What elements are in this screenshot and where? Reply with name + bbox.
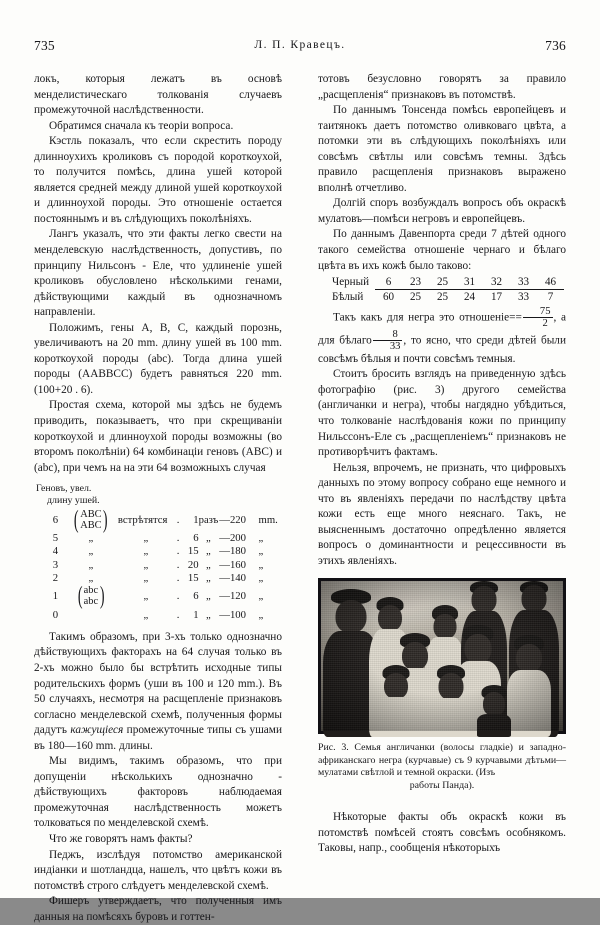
figure-caption-main: Рис. 3. Семья англичанки (волосы гладкіе) и западно-африканскаго негра (курчавые) съ 9 курчавыми дѣтьми—мулатами свѣтлой и темной окраски. (Изъ	[318, 742, 566, 779]
white-value: 60	[382, 291, 395, 304]
ratio-sentence-part2: , а для бѣлаго	[318, 311, 566, 347]
paragraph-text-before-italic: Такимъ образомъ, при 3-хъ только однозначно дѣйствующихъ факторахъ на 64 случая только въ 2-хъ можно было бы встрѣтить исходные типы родительскихъ формъ (уши въ 100 и 120 mm.). Въ 50 случаяхъ, несмотря на расщепленіе признаковъ согласно менделевской схемѣ, полученныя формы дадутъ	[34, 630, 282, 737]
occurrence-count: 6	[193, 590, 199, 603]
leader-dot: .	[176, 545, 180, 558]
ear-length: —120	[219, 590, 246, 603]
count-ditto: „	[206, 590, 211, 603]
leader-dot: .	[176, 558, 180, 571]
gene-table-rows	[34, 506, 282, 622]
ear-length: —200	[219, 532, 246, 545]
count-ditto: „	[206, 571, 211, 584]
paren-left-glyph: (	[77, 582, 83, 610]
genotype-upper: abc	[83, 585, 99, 597]
paren-right-glyph: )	[103, 506, 108, 534]
paragraph: По даннымъ Тонсенда помѣсь европейцевъ и таитянокъ даетъ потомство оливковаго цвѣта, а потомки эти въ слѣдующихъ поколѣніяхъ или совсѣмъ свѣтлы или совсѣмъ темны. Здѣсь правило расщепленія признаковъ выражено вполнѣ отчетливо.	[318, 104, 566, 194]
paragraph: Педжъ, изслѣдуя потомство американской индіанки и шотландца, нашелъ, что цвѣтъ кожи въ потомствѣ строго слѣдуетъ менделевской схемѣ.	[34, 848, 282, 892]
paragraph-text-after-italic: промежуточные типы съ ушами въ 180—160 mm. длины.	[34, 724, 283, 752]
verb-ditto: „	[143, 590, 149, 603]
emphasis-word: кажущіеся	[70, 724, 124, 737]
unit-ditto: „	[258, 558, 264, 571]
unit-ditto: „	[258, 571, 264, 584]
count-word: разъ	[198, 513, 219, 526]
fraction-negro	[523, 306, 553, 329]
fraction-numerator: 75	[539, 305, 551, 317]
occurrence-count: 1	[193, 608, 199, 621]
ratio-sentence-part1: Такъ какъ для негра это отношеніе=	[333, 311, 516, 324]
ear-length: —160	[219, 558, 246, 571]
gene-count: 6	[52, 513, 59, 526]
genotype-ditto: „	[88, 558, 94, 571]
verb-ditto: „	[143, 545, 149, 558]
paren-left-glyph: (	[74, 506, 79, 534]
photo-vignette	[321, 581, 563, 731]
occurrence-count: 6	[193, 532, 199, 545]
table-row	[34, 585, 282, 609]
figure-3	[318, 578, 566, 792]
leader-dot: .	[176, 532, 180, 545]
black-value: 6	[375, 275, 402, 290]
ratio-sentence-part3: , то ясно, что среди дѣтей были совсѣмъ бѣлыя и почти совсѣмъ темныя.	[318, 334, 566, 365]
unit-ditto: „	[258, 590, 264, 603]
running-head-author: Л. П. Кравецъ.	[254, 39, 346, 51]
fraction-denominator: 33	[373, 340, 403, 352]
paragraph: По даннымъ Давенпорта среди 7 дѣтей одного такого семейства отношеніе чернаго и бѣлаго цвѣта въ ихъ кожѣ было таково:	[318, 228, 566, 272]
genotype-ditto: „	[88, 571, 94, 584]
bottom-paragraph-block	[318, 810, 566, 857]
gene-table-header-line1: Геновъ, увел.	[36, 483, 92, 495]
white-value: 24	[463, 291, 476, 304]
right-text-column	[318, 72, 566, 569]
paragraph: Стоитъ бросить взглядъ на приведенную здѣсь фотографію (рис. 3) другого семейства (англичанки и негра), чтобы нагдядно убѣдиться, что толкованіе наслѣдованія кожи по принципу Нильссонъ-Еле съ „расщепленіемъ“ признаковъ не противорѣчитъ фактамъ.	[318, 368, 566, 459]
paragraph: локъ, которыя лежатъ въ основѣ менделистическаго толкованія случаевъ промежуточной наслѣдственности.	[34, 73, 282, 117]
occurrence-count: 20	[187, 558, 199, 571]
row-label-black: Черный	[332, 276, 370, 289]
genotype-lower: ABC	[80, 520, 102, 532]
paragraph-with-fractions	[318, 306, 566, 368]
ear-length: —180	[219, 545, 246, 558]
paragraph: Кэстль показалъ, что если скрестить породу длинноухихъ кроликовъ съ породой короткоухой, то получится помѣсь, длина ушей которой является средней между длиной ушей короткоухой и длинноухой породы. Это отношеніе остается постояннымъ и въ слѣдующихъ поколѣніяхъ.	[34, 135, 282, 225]
verb-ditto: „	[143, 558, 149, 571]
unit-ditto: „	[258, 545, 264, 558]
folio-right: 736	[545, 38, 566, 53]
table-row	[34, 572, 282, 585]
table-row	[34, 532, 282, 545]
white-value: 25	[436, 291, 449, 304]
unit-ditto: „	[258, 608, 264, 621]
verb-ditto: „	[143, 571, 149, 584]
paragraph: Нѣкоторые факты объ окраскѣ кожи въ потомствѣ помѣсей стоятъ совсѣмъ особнякомъ. Таковы, напр., сообщенія нѣкоторыхъ	[318, 811, 566, 855]
table-row	[34, 559, 282, 572]
paragraph: Долгій споръ возбуждалъ вопросъ объ окраскѣ мулатовъ—помѣси негровъ и европейцевъ.	[318, 197, 566, 225]
occurrence-count: 15	[187, 545, 199, 558]
fraction-white	[373, 329, 403, 352]
black-value: 25	[429, 275, 456, 290]
paragraph: Мы видимъ, такимъ образомъ, что при допущеніи нѣсколькихъ однозначно - дѣйствующихъ факторовъ наблюдаемая промежуточная наслѣдственность можетъ толковаться по менделевской схемѣ.	[34, 755, 282, 830]
paragraph	[34, 630, 282, 754]
table-row-black	[332, 275, 564, 290]
gene-count: 1	[52, 590, 59, 603]
white-value: 33	[517, 291, 530, 304]
fraction-numerator: 8	[392, 328, 398, 340]
length-unit: mm.	[258, 513, 278, 526]
ear-length: —100	[219, 608, 246, 621]
gene-table-header-line2: длину ушей.	[47, 495, 100, 507]
leader-dot: .	[176, 590, 180, 603]
table-row	[34, 609, 282, 622]
occurrence-count: 15	[187, 571, 199, 584]
unit-ditto: „	[258, 532, 264, 545]
paragraph: Обратимся сначала къ теоріи вопроса.	[49, 119, 234, 132]
paragraph: тотовъ безусловно говорятъ за правило „расщепленія“ признаковъ въ потомствѣ.	[318, 73, 566, 101]
paragraph: Положимъ, гены A, B, C, каждый порознь, увеличиваютъ на 20 mm. длину ушей въ 100 mm. короткоухой породы (abc). Тогда длина ушей породы (AABBCC) будетъ равняться 220 mm. (100+20 . 6).	[34, 321, 282, 396]
paragraph: Простая схема, которой мы здѣсь не будемъ приводить, показываетъ, что при скрещиваніи короткоухой и длинноухой породы возможны (во второмъ поколѣніи) 64 комбинаціи геновъ (ABC) и (abc), при чемъ на на эти 64 возможныхъ случая	[34, 399, 282, 474]
count-ditto: „	[206, 608, 211, 621]
row-label-white: Бѣлый	[332, 291, 364, 304]
ratio-table	[332, 275, 564, 304]
genotype-cell	[67, 609, 115, 622]
figure-caption	[318, 742, 566, 792]
occurrence-verb: встрѣтятся	[117, 513, 168, 526]
paragraph: Что же говорятъ намъ факты?	[49, 832, 193, 845]
genotype-lower: abc	[83, 596, 99, 608]
ear-length: —220	[219, 513, 246, 526]
gene-count: 3	[52, 558, 59, 571]
genotype-ditto: „	[88, 532, 94, 545]
genotype-pair-recessive	[77, 582, 105, 610]
black-value: 33	[510, 275, 537, 290]
gene-count: 0	[52, 608, 59, 621]
paragraph: Нельзя, впрочемъ, не признать, что цифровыхъ данныхъ по этому вопросу собрано еще немного и что въ явленіяхъ передачи по наслѣдству цвѣта кожи есть еще много неяснаго. Такъ, не выясненнымъ достаточно опредѣленно является вопросъ о доминантности и рецессивности въ этихъ явленіяхъ.	[318, 461, 566, 567]
paren-right-glyph: )	[99, 582, 105, 610]
leader-dot: .	[176, 571, 180, 584]
genotype-pair-dominant	[73, 506, 108, 534]
count-ditto: „	[206, 545, 211, 558]
table-row	[34, 509, 282, 533]
verb-ditto: „	[143, 532, 149, 545]
white-value: 7	[547, 291, 554, 304]
left-text-column	[34, 72, 282, 925]
black-value: 46	[537, 275, 564, 290]
equals-sign: =	[515, 311, 522, 324]
fraction-denominator: 2	[523, 317, 553, 329]
gene-count: 5	[52, 532, 59, 545]
genotype-cell	[67, 506, 115, 534]
paragraph: Лангъ указалъ, что эти факты легко свести на менделевскую наслѣдственность, допустивъ, по принципу Нильсонъ - Еле, что удлиненіе ушей кроликовъ обусловлено нѣсколькими генами, дѣйствующими каждый въ однозначномъ направленіи.	[34, 228, 282, 319]
gene-table-header	[36, 483, 282, 507]
gene-count: 4	[52, 545, 59, 558]
paragraph: Фишеръ утверждаетъ, что полученныя имъ данныя на помѣсяхъ буровъ и готтен-	[34, 895, 282, 923]
genotype-ditto: „	[88, 545, 94, 558]
gene-count: 2	[52, 571, 59, 584]
verb-ditto: „	[143, 608, 149, 621]
figure-caption-last-line: работы Панда).	[409, 779, 475, 791]
table-row-white	[332, 290, 564, 305]
genotype-upper: ABC	[80, 508, 102, 520]
ear-length: —140	[219, 571, 246, 584]
family-photograph	[318, 578, 566, 734]
black-value: 32	[483, 275, 510, 290]
count-ditto: „	[206, 558, 211, 571]
running-head	[34, 38, 566, 54]
count-ditto: „	[206, 532, 211, 545]
leader-dot: .	[176, 513, 180, 526]
white-value: 17	[490, 291, 503, 304]
occurrence-count: 1	[193, 513, 199, 526]
black-value: 23	[402, 275, 429, 290]
white-value: 25	[409, 291, 422, 304]
folio-left: 735	[34, 38, 55, 53]
genotype-cell	[67, 582, 115, 610]
skin-colour-ratio-table	[318, 275, 566, 304]
black-value: 31	[456, 275, 483, 290]
leader-dot: .	[176, 608, 180, 621]
table-row	[34, 545, 282, 558]
gene-frequency-table	[34, 483, 282, 622]
